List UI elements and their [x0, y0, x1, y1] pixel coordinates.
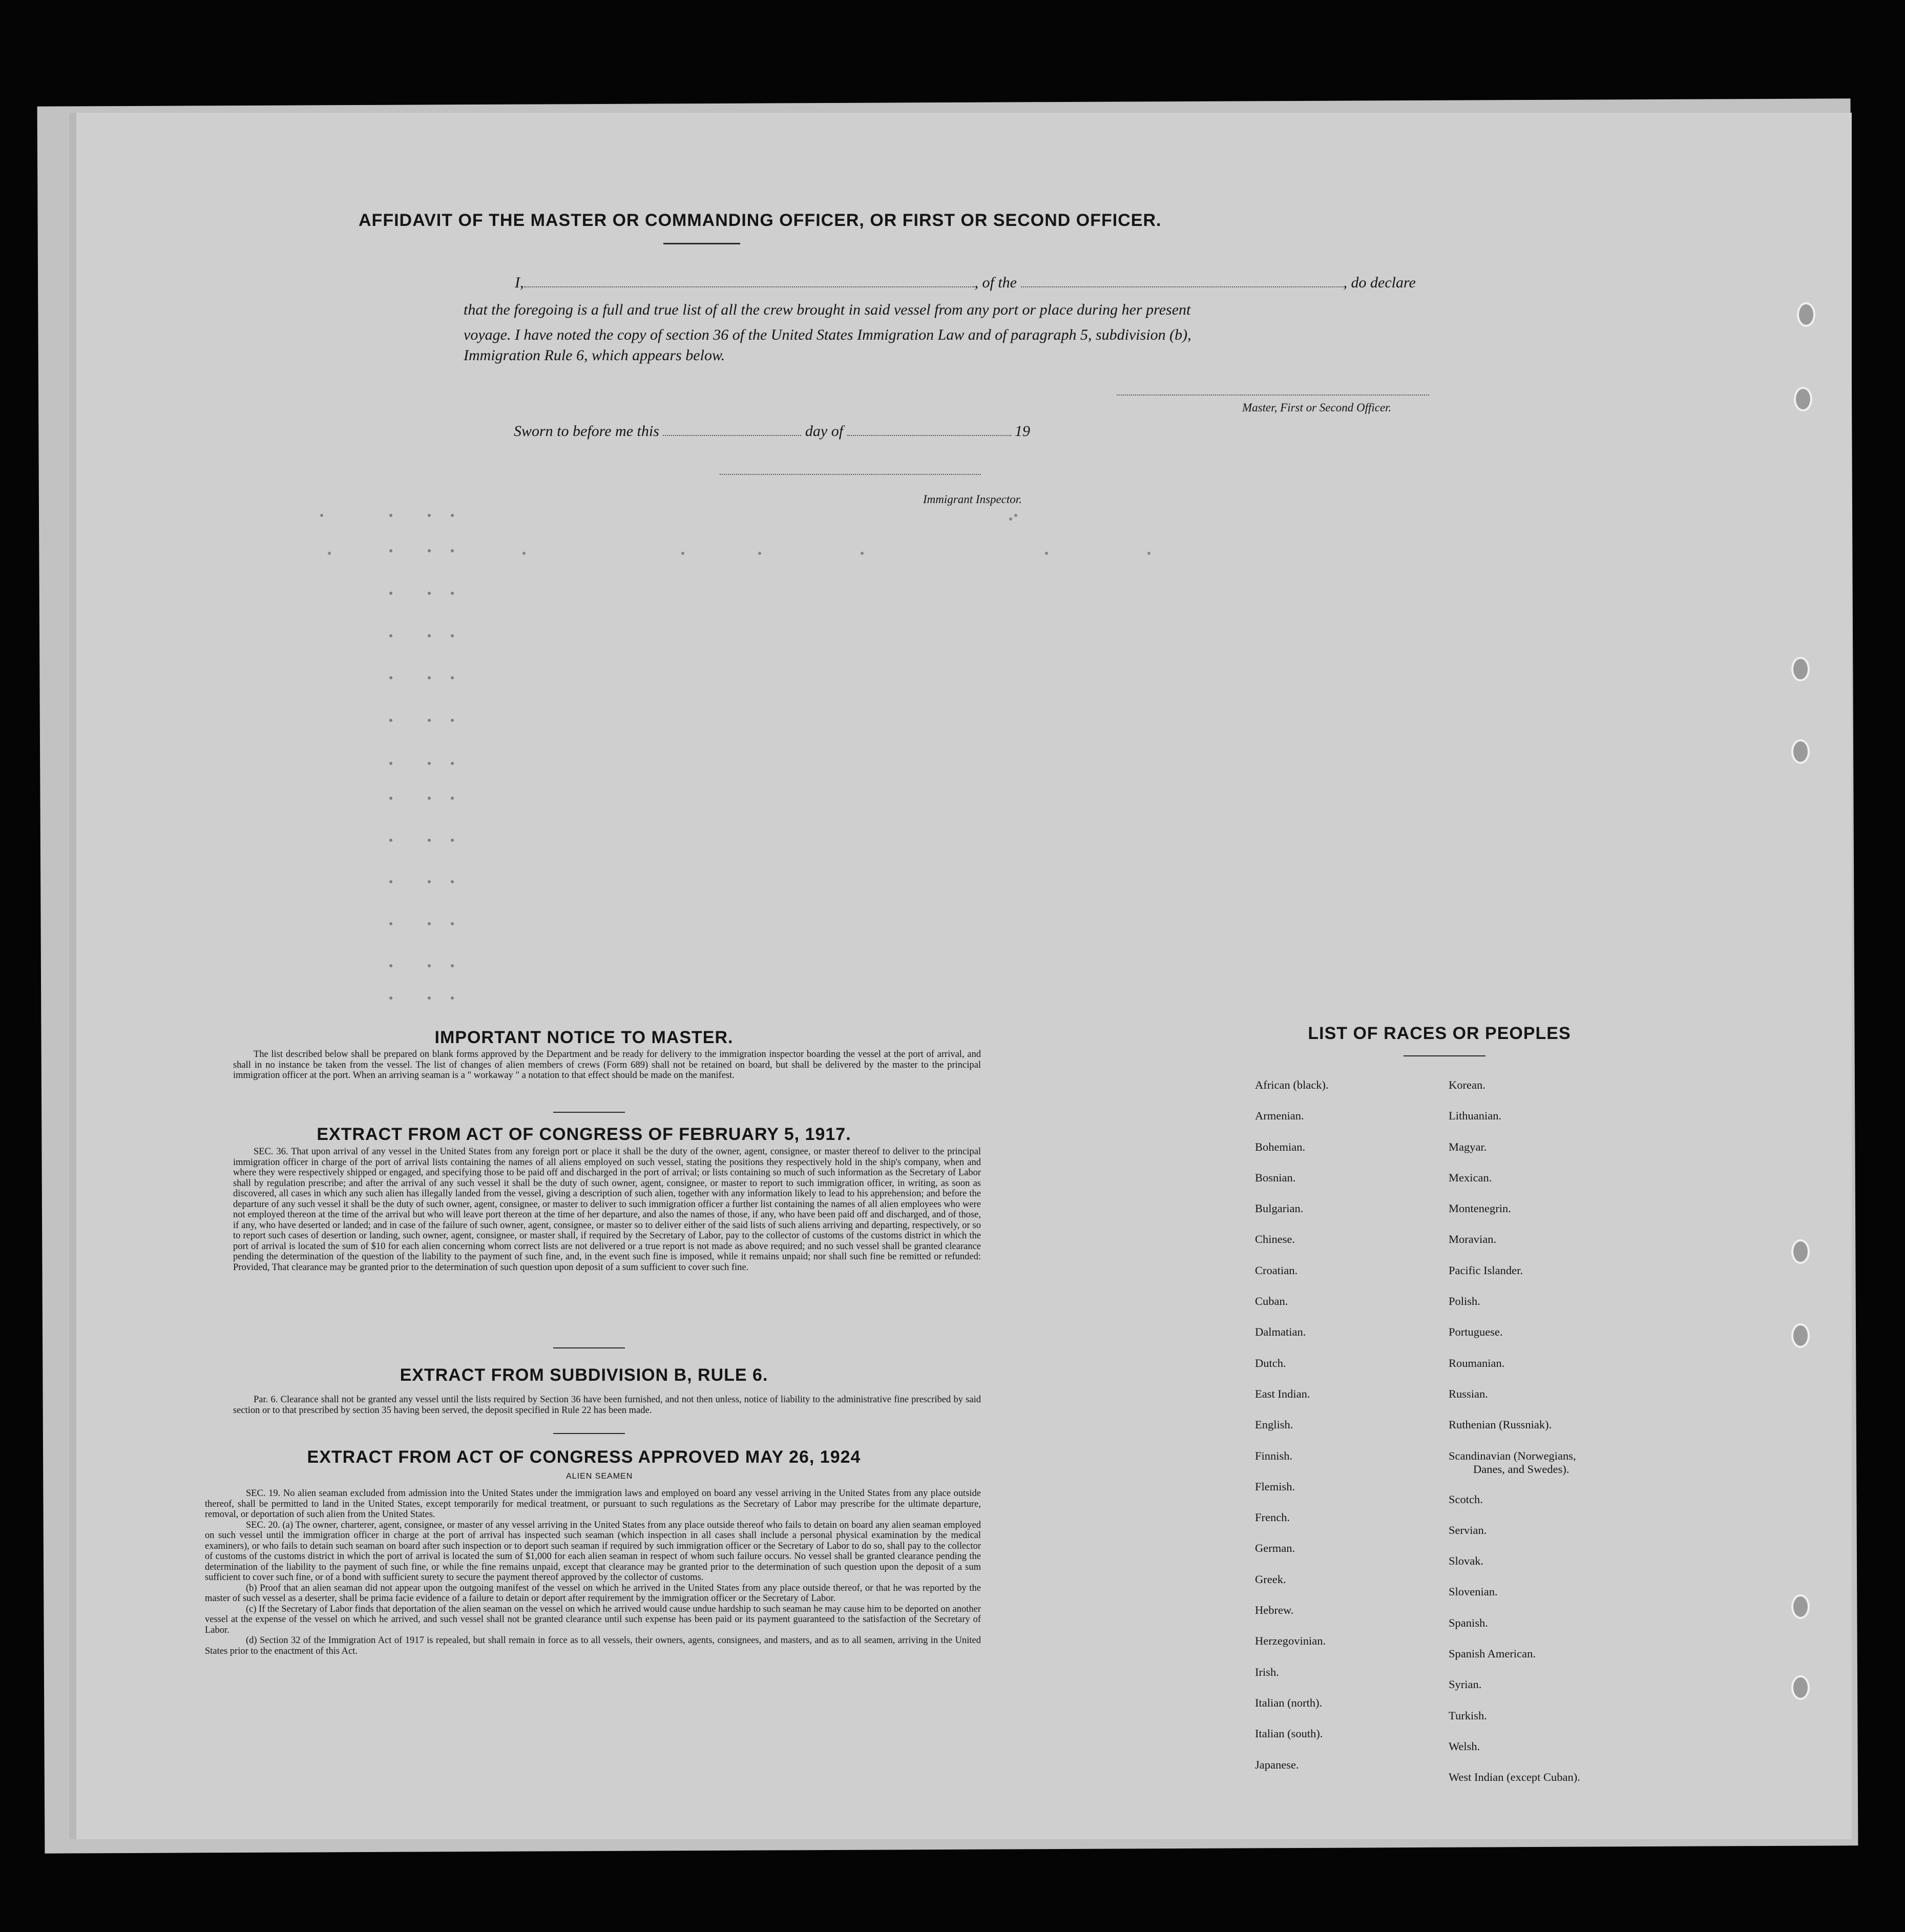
section-divider — [553, 1433, 625, 1434]
punch-hole — [1797, 302, 1815, 327]
extract-1924-body — [205, 1488, 981, 1656]
bleed-dot — [1014, 514, 1017, 517]
declarant-name-field[interactable] — [524, 286, 975, 287]
race-item: Italian (north). — [1255, 1696, 1323, 1709]
races-column-2 — [1449, 1078, 1580, 1802]
sec20a-text: SEC. 20. (a) The owner, charterer, agent, consignee, or master of any vessel arriving in the United States from any place outside thereof who fails to detain on board any alien seaman employed on such vessel until the immigration officer in charge at the port of arrival has inspected such seaman (which inspection in all cases shall include a personal physical examination by the medical examiners), or who fails to detain such seaman on board after such inspection or to deport such seaman if required by such immigration officer or the Secretary of Labor to do so, shall pay to the collector of customs of the customs district in which the port of arrival is located the sum of $1,000 for each alien seaman in respect of whom such failure occurs. No vessel shall be granted clearance pending the determination of the liability to the payment of such fine, or while the fine remains unpaid, except that clearance may be granted prior to the determination of such question upon the deposit of a sum sufficient to cover such fine, or of a bond with sufficient surety to secure the payment thereof approved by the collector of customs. — [205, 1520, 981, 1583]
race-item: Dutch. — [1255, 1356, 1286, 1369]
bleed-dot — [389, 549, 392, 552]
punch-hole — [1791, 1323, 1810, 1348]
race-item: Cuban. — [1255, 1295, 1288, 1308]
bleed-dot — [451, 634, 454, 637]
section-divider — [553, 1112, 625, 1113]
race-item: Croatian. — [1255, 1263, 1298, 1277]
officer-signature-field[interactable] — [1117, 394, 1429, 396]
race-item: Slovak. — [1449, 1554, 1484, 1568]
bleed-dot — [428, 880, 431, 883]
punch-hole — [1794, 387, 1812, 411]
bleed-dot — [428, 676, 431, 679]
bleed-dot — [451, 839, 454, 842]
race-item: Polish. — [1449, 1295, 1480, 1308]
race-item: Pacific Islander. — [1449, 1263, 1523, 1277]
bleed-dot — [389, 922, 392, 925]
extract-1917-body — [233, 1147, 981, 1273]
bleed-dot — [861, 552, 864, 555]
sworn-text: Sworn to before me this — [514, 423, 659, 440]
bleed-dot — [1147, 552, 1150, 555]
affidavit-title: AFFIDAVIT OF THE MASTER OR COMMANDING OFFICER, OR FIRST OR SECOND OFFICER. — [359, 211, 1162, 230]
sec20c-text: (c) If the Secretary of Labor finds that deportation of the alien seaman on the vessel on which he arrived would cause undue hardship to such seaman he may cause him to be deported on another vessel at the expense of the vessel on which he arrived, and such vessel shall not be granted clearance until such expense has been paid or its payment guaranteed to the satisfaction of the Secretary of Labor. — [205, 1604, 981, 1635]
sworn-year-prefix: 19 — [1015, 423, 1031, 440]
sheet-edge — [69, 113, 76, 1839]
extract-rule6-title: EXTRACT FROM SUBDIVISION B, RULE 6. — [400, 1365, 768, 1385]
race-item: Moravian. — [1449, 1233, 1497, 1246]
punch-hole — [1791, 657, 1810, 681]
notice-title: IMPORTANT NOTICE TO MASTER. — [434, 1028, 734, 1047]
race-item: Finnish. — [1255, 1449, 1293, 1462]
bleed-dot — [389, 676, 392, 679]
title-rule — [663, 243, 740, 244]
race-item: Bosnian. — [1255, 1171, 1296, 1184]
punch-hole — [1791, 739, 1810, 764]
race-item: Welsh. — [1449, 1739, 1480, 1753]
bleed-dot — [451, 922, 454, 925]
race-item: Magyar. — [1449, 1140, 1487, 1153]
bleed-dot — [522, 552, 526, 555]
bleed-dot — [428, 964, 431, 967]
bleed-dot — [389, 996, 392, 1000]
race-item: Italian (south). — [1255, 1727, 1323, 1740]
race-item: Chinese. — [1255, 1233, 1295, 1246]
affidavit-line-1 — [515, 274, 1416, 292]
bleed-dot — [451, 719, 454, 722]
bleed-dot — [451, 996, 454, 1000]
bleed-dot — [428, 719, 431, 722]
affidavit-line-4: Immigration Rule 6, which appears below. — [464, 347, 725, 364]
race-item: English. — [1255, 1418, 1293, 1431]
race-item: Greek. — [1255, 1572, 1286, 1586]
alien-seamen-subtitle: ALIEN SEAMEN — [566, 1472, 633, 1481]
bleed-dot — [328, 552, 331, 555]
race-item: Spanish American. — [1449, 1647, 1536, 1660]
bleed-dot — [428, 839, 431, 842]
bleed-dot — [1045, 552, 1048, 555]
section-divider — [553, 1347, 625, 1348]
bleed-dot — [451, 514, 454, 517]
punch-hole — [1791, 1675, 1810, 1700]
inspector-signature-label: Immigrant Inspector. — [923, 493, 1022, 506]
bleed-dot — [451, 676, 454, 679]
bleed-dot — [451, 964, 454, 967]
race-item: East Indian. — [1255, 1387, 1310, 1400]
races-title: LIST OF RACES OR PEOPLES — [1308, 1024, 1571, 1043]
race-item: Turkish. — [1449, 1709, 1487, 1722]
race-item: Roumanian. — [1449, 1356, 1505, 1369]
affidavit-line-2: that the foregoing is a full and true list of all the crew brought in said vessel from any port or place during her present — [464, 301, 1191, 318]
declare-text: , do declare — [1343, 274, 1416, 291]
bleed-dot — [428, 922, 431, 925]
race-item: Bulgarian. — [1255, 1202, 1304, 1215]
race-item: Herzegovinian. — [1255, 1634, 1326, 1648]
bleed-dot — [389, 797, 392, 800]
vessel-name-field[interactable] — [1021, 286, 1344, 287]
punch-hole — [1791, 1594, 1810, 1619]
bleed-dot — [428, 797, 431, 800]
bleed-dot — [451, 880, 454, 883]
race-item: Portuguese. — [1449, 1325, 1503, 1339]
inspector-signature-field[interactable] — [720, 474, 981, 475]
sworn-day-field[interactable] — [663, 435, 801, 436]
races-column-1 — [1255, 1078, 1329, 1789]
vessel-prefix: , of the — [974, 274, 1017, 291]
race-item: Scotch. — [1449, 1492, 1483, 1506]
race-item: Japanese. — [1255, 1758, 1299, 1771]
races-title-rule — [1404, 1055, 1485, 1056]
race-item: Bohemian. — [1255, 1140, 1306, 1153]
extract-1917-title: EXTRACT FROM ACT OF CONGRESS OF FEBRUARY 5, 1917. — [317, 1125, 851, 1144]
rule6-par6-text: Par. 6. Clearance shall not be granted any vessel until the lists required by Section 36 have been furnished, and not then unless, notice of liability to the administrative fine prescribed by said section or to that prescribed by section 35 having been served, the deposit specified in Rule 22 has been made. — [233, 1395, 981, 1416]
bleed-dot — [428, 762, 431, 765]
race-item: Lithuanian. — [1449, 1109, 1502, 1123]
officer-signature-label: Master, First or Second Officer. — [1242, 401, 1392, 414]
bleed-dot — [451, 549, 454, 552]
notice-body — [233, 1049, 981, 1081]
bleed-dot — [428, 514, 431, 517]
bleed-dot — [428, 592, 431, 595]
bleed-dot — [1009, 517, 1012, 521]
bleed-dot — [681, 552, 684, 555]
race-item-continuation: Danes, and Swedes). — [1473, 1462, 1569, 1476]
sworn-month-field[interactable] — [847, 435, 1011, 436]
declarant-prefix: I, — [515, 274, 524, 291]
race-item: Servian. — [1449, 1523, 1487, 1536]
section-36-text: SEC. 36. That upon arrival of any vessel in the United States from any foreign port or place it shall be the duty of the owner, agent, consignee, or master thereof to deliver to the principal immigration officer in charge of the port of arrival lists containing the names of all aliens employed on such vessel, stating the positions they respectively hold in the ship's company, when and where they were respectively shipped or engaged, and specifying those to be paid off and discharged in the port of arrival; or lists containing so much of such information as the Secretary of Labor shall by regulation prescribe; and after the arrival of any such vessel it shall be the duty of such owner, agent, consignee, or master to report to such immigration officer, in writing, as soon as discovered, all cases in which any such alien has illegally landed from the vessel, giving a description of such alien, together with any information likely to lead to his apprehension; and before the departure of any such vessel it shall be the duty of such owner, agent, consignee, or master to deliver to such immigration officer a further list containing the names of all alien employees who were not employed thereon at the time of the arrival but who will leave port thereon at the time of her departure, and also the names of those, if any, who have been paid off and discharged, and of those, if any, who have deserted or landed; and in case of the failure of such owner, agent, consignee, or master so to deliver either of the said lists of such aliens arriving and departing, respectively, or so to report such cases of desertion or landing, such owner, agent, consignee, or master shall, if required by the Secretary of Labor, pay to the collector of customs of the customs district in which the port of arrival is located the sum of $10 for each alien concerning whom correct lists are not delivered or a true report is not made as above required; and no such vessel shall be granted clearance pending the determination of the question of the liability to the payment of such fine, and, in the event such fine is imposed, while it remains unpaid; nor shall such fine be remitted or refunded: Provided, That clearance may be granted prior to the determination of such question upon deposit of a sum sufficient to cover such fine. — [233, 1147, 981, 1273]
race-item: Russian. — [1449, 1387, 1488, 1400]
race-item: Irish. — [1255, 1665, 1279, 1678]
bleed-dot — [451, 592, 454, 595]
race-item: West Indian (except Cuban). — [1449, 1771, 1580, 1784]
race-item: African (black). — [1255, 1078, 1329, 1091]
bleed-dot — [389, 762, 392, 765]
bleed-dot — [389, 592, 392, 595]
bleed-dot — [428, 549, 431, 552]
notice-paragraph: The list described below shall be prepared on blank forms approved by the Department and be ready for delivery to the immigration inspector boarding the vessel at the port of arrival, and shall in no instance be taken from the vessel. The list of changes of alien members of crews (Form 689) shall not be retained on board, but shall be delivered by the master to the principal immigration officer at the port. When an arriving seaman is a " workaway " a notation to that effect should be made on the manifest. — [233, 1049, 981, 1081]
race-item: Dalmatian. — [1255, 1325, 1306, 1339]
race-item: Hebrew. — [1255, 1604, 1294, 1617]
race-item: French. — [1255, 1511, 1290, 1524]
bleed-dot — [389, 880, 392, 883]
race-item: Syrian. — [1449, 1678, 1482, 1691]
race-item: Montenegrin. — [1449, 1202, 1511, 1215]
bleed-dot — [451, 797, 454, 800]
race-item: Armenian. — [1255, 1109, 1304, 1123]
bleed-dot — [389, 634, 392, 637]
race-item: Mexican. — [1449, 1171, 1492, 1184]
affidavit-line-3: voyage. I have noted the copy of section 36 of the United States Immigration Law and of paragraph 5, subdivision (b), — [464, 326, 1191, 343]
race-item: Slovenian. — [1449, 1585, 1498, 1598]
race-item: Spanish. — [1449, 1616, 1488, 1629]
sworn-day-of: day of — [805, 423, 844, 440]
extract-rule6-body — [233, 1395, 981, 1416]
bleed-dot — [389, 719, 392, 722]
race-item: Korean. — [1449, 1078, 1485, 1091]
bleed-dot — [428, 996, 431, 1000]
race-item: German. — [1255, 1542, 1295, 1555]
race-item: Scandinavian (Norwegians, Danes, and Swedes). — [1449, 1449, 1580, 1493]
bleed-dot — [320, 514, 323, 517]
bleed-dot — [389, 514, 392, 517]
sec20b-text: (b) Proof that an alien seaman did not appear upon the outgoing manifest of the vessel on which he arrived in the United States from any place outside thereof, or that he was reported by the master of such vessel as a deserter, shall be prima facie evidence of a failure to detain or deport after requirement by the immigration officer or the Secretary of Labor. — [205, 1583, 981, 1604]
bleed-dot — [389, 964, 392, 967]
sec20d-text: (d) Section 32 of the Immigration Act of 1917 is repealed, but shall remain in force as to all vessels, their owners, agents, consignees, and masters, and as to all seamen, arriving in the United States prior to the enactment of this Act. — [205, 1635, 981, 1656]
extract-1924-title: EXTRACT FROM ACT OF CONGRESS APPROVED MAY 26, 1924 — [307, 1447, 861, 1467]
sworn-line — [514, 423, 1030, 440]
bleed-dot — [389, 839, 392, 842]
race-item: Flemish. — [1255, 1480, 1295, 1493]
bleed-dot — [451, 762, 454, 765]
race-item: Ruthenian (Russniak). — [1449, 1418, 1552, 1431]
bleed-dot — [428, 634, 431, 637]
punch-hole — [1791, 1239, 1810, 1264]
bleed-dot — [758, 552, 761, 555]
sec19-text: SEC. 19. No alien seaman excluded from admission into the United States under the immigration laws and employed on board any vessel arriving in the United States from any place outside thereof, shall be permitted to land in the United States, except temporarily for medical treatment, or pursuant to such regulations as the Secretary of Labor may prescribe for the ultimate departure, removal, or deportation of such alien from the United States. — [205, 1488, 981, 1520]
